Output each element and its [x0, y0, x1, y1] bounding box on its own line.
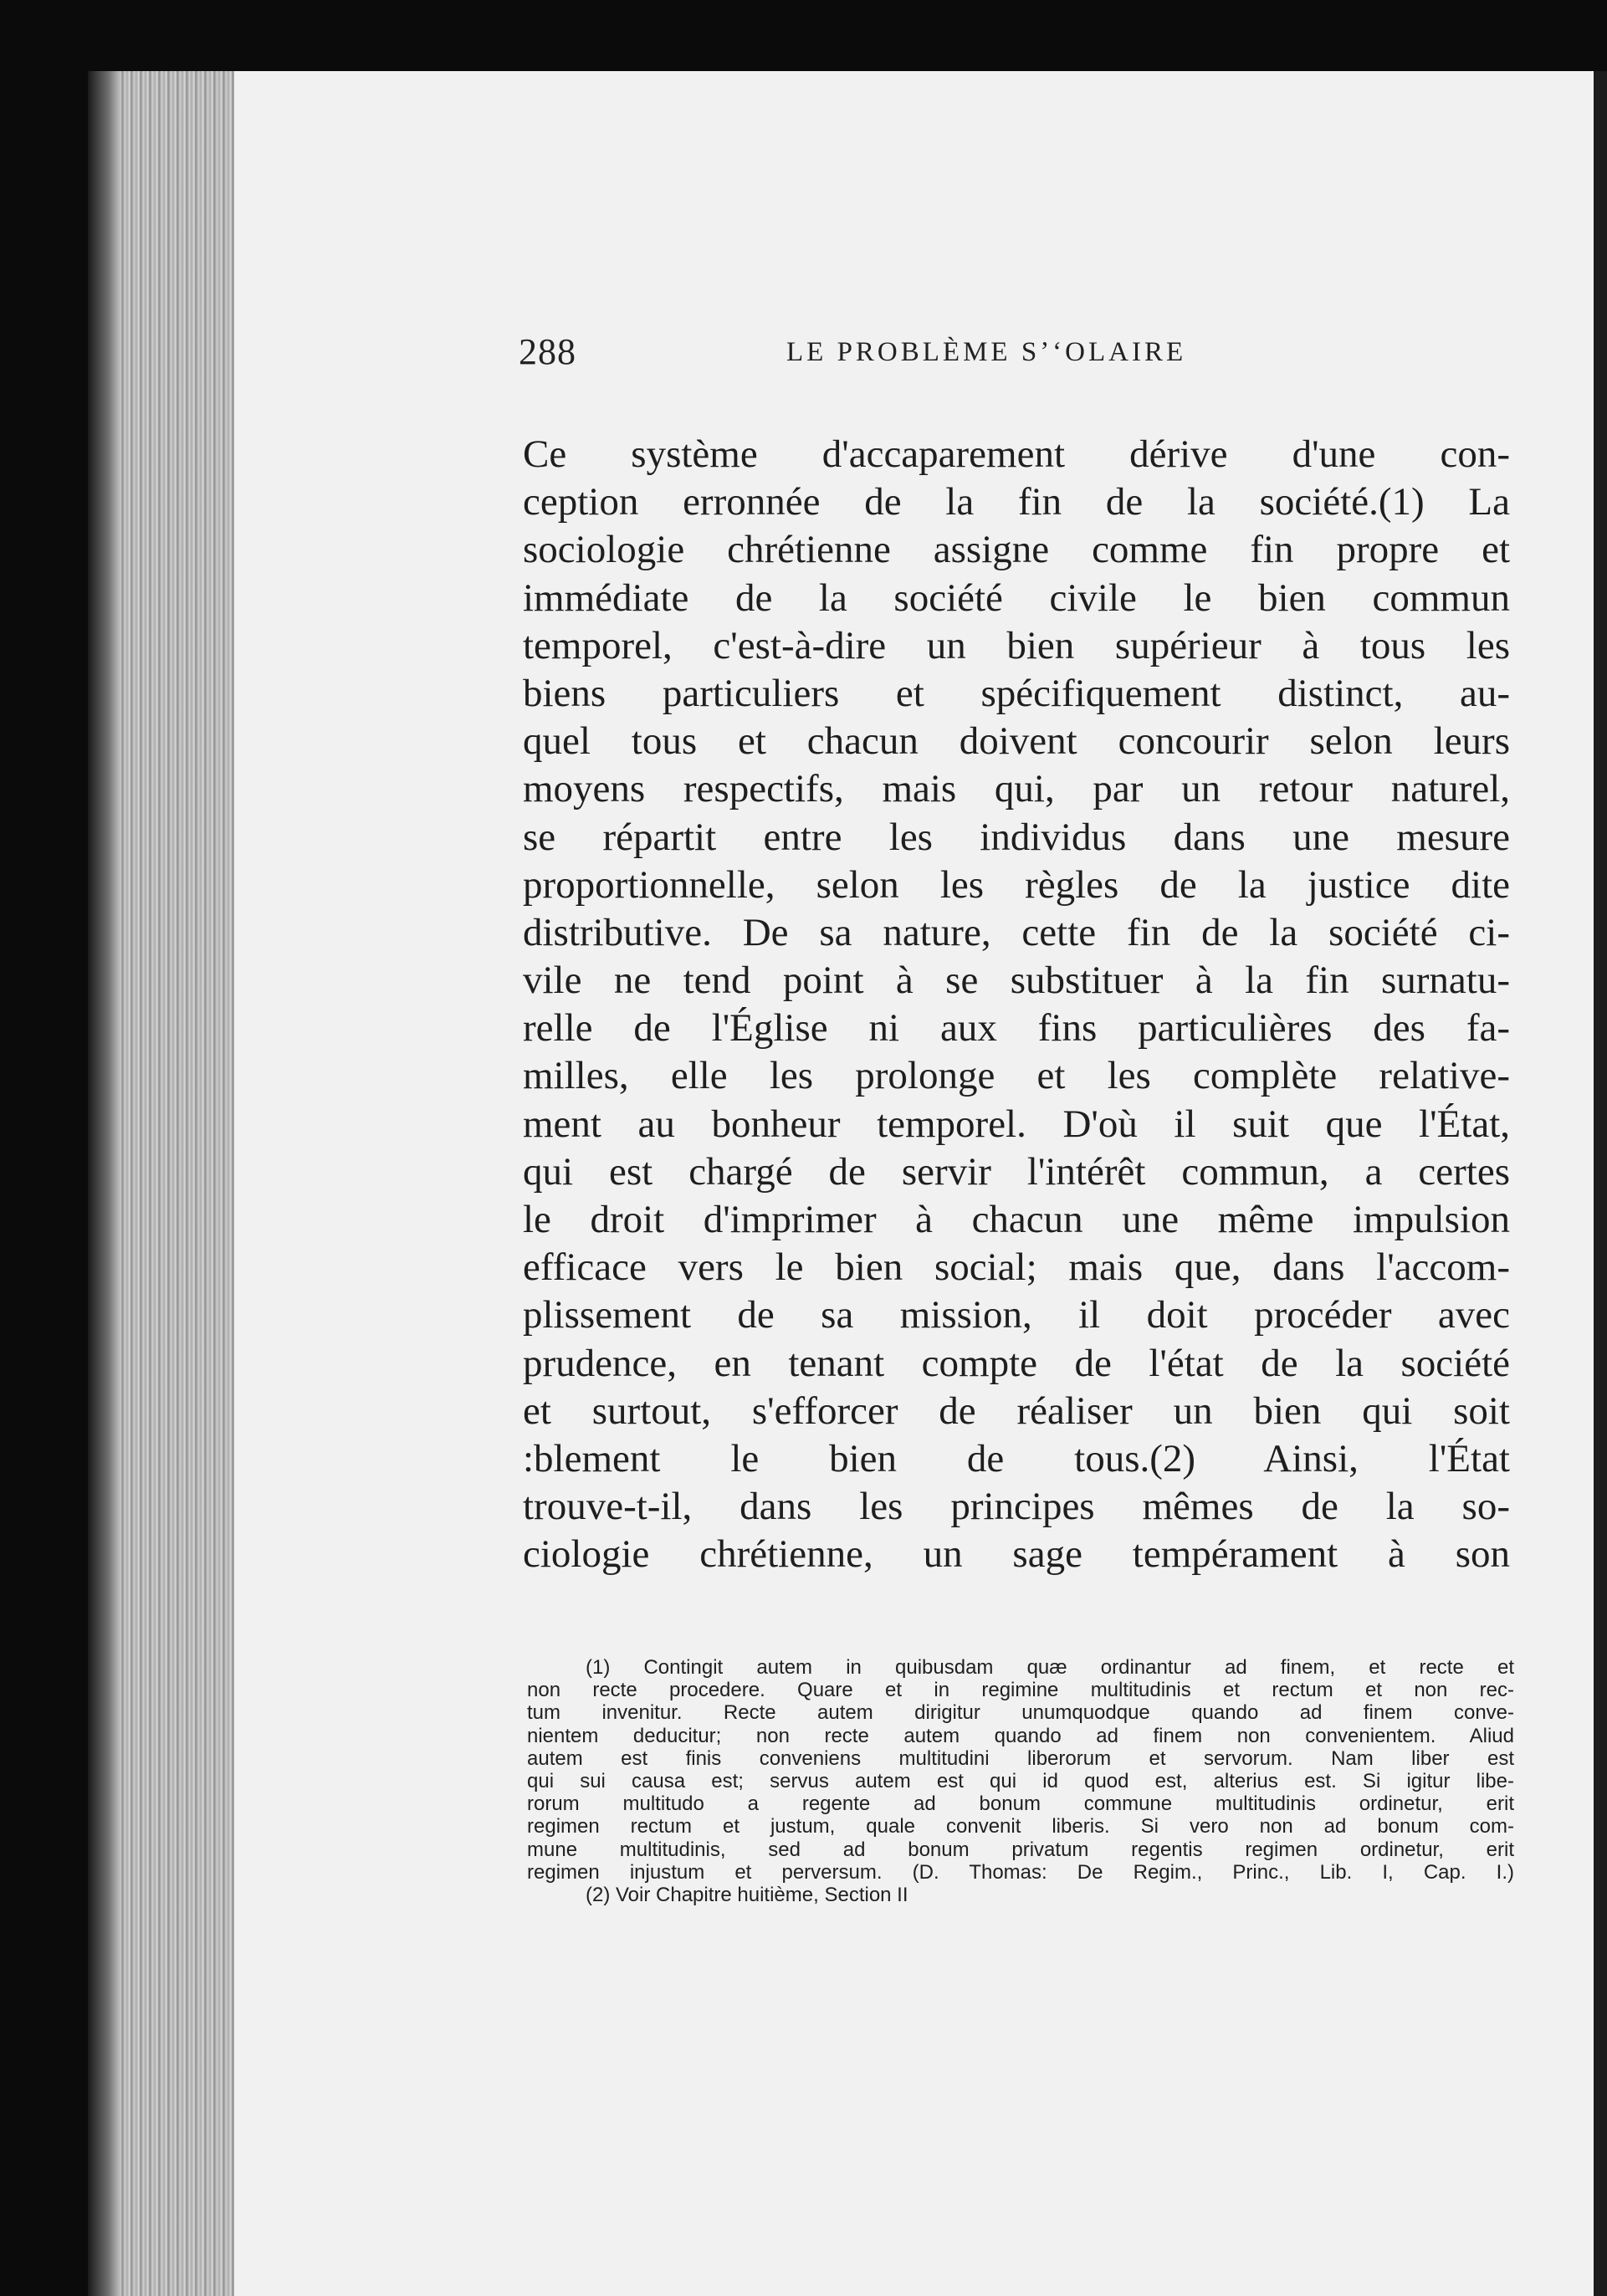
body-line: efficace vers le bien social; mais que, dans l'accom- [523, 1245, 1510, 1290]
page-number: 288 [519, 331, 576, 372]
footnotes [527, 1656, 1514, 1906]
footnote-1-line: tum invenitur. Recte autem dirigitur unumquodque quando ad finem conve- [527, 1701, 1514, 1725]
footnote-1-line: autem est finis conveniens multitudini liberorum et servorum. Nam liber est [527, 1746, 1514, 1770]
body-line: temporel, c'est-à-dire un bien supérieur à tous les [523, 623, 1510, 667]
footnote-1-line: qui sui causa est; servus autem est qui id quod est, alterius est. Si igitur libe- [527, 1769, 1514, 1792]
body-line: quel tous et chacun doivent concourir selon leurs [523, 719, 1510, 764]
body-line: Ce système d'accaparement dérive d'une con- [523, 432, 1510, 476]
body-line: ception erronnée de la fin de la société.(1) La [523, 480, 1510, 524]
footnote-2: (2) Voir Chapitre huitième, Section II [586, 1883, 908, 1906]
body-line: sociologie chrétienne assigne comme fin propre et [523, 528, 1510, 572]
body-line: distributive. De sa nature, cette fin de la société ci- [523, 910, 1510, 954]
body-text [523, 431, 1510, 1579]
book-binding-shadow [88, 71, 121, 2296]
footnote-1-line: regimen rectum et justum, quale convenit liberis. Si vero non ad bonum com- [527, 1815, 1514, 1838]
body-line: le droit d'imprimer à chacun une même impulsion [523, 1198, 1510, 1241]
footnote-1-line: regimen injustum et perversum. (D. Thomas: De Regim., Princ., Lib. I, Cap. I.) [527, 1860, 1514, 1884]
body-line: ment au bonheur temporel. D'où il suit que l'État, [523, 1102, 1510, 1146]
footnote-1-line: rorum multitudo a regente ad bonum commune multitudinis ordinetur, erit [527, 1792, 1514, 1816]
body-line: relle de l'Église ni aux fins particulières des fa- [523, 1006, 1510, 1051]
body-line: vile ne tend point à se substituer à la fin surnatu- [523, 959, 1510, 1003]
page-right-edge [1594, 71, 1607, 2296]
body-line: et surtout, s'efforcer de réaliser un bien qui soit [523, 1388, 1510, 1433]
body-line: proportionnelle, selon les règles de la justice dite [523, 862, 1510, 907]
body-line: biens particuliers et spécifiquement distinct, au- [523, 671, 1510, 715]
body-line: :blement le bien de tous.(2) Ainsi, l'État [523, 1436, 1510, 1480]
footnote-1-line: nientem deducitur; non recte autem quando ad finem non convenientem. Aliud [527, 1724, 1514, 1747]
body-line: plissement de sa mission, il doit procéder avec [523, 1293, 1510, 1337]
body-line: qui est chargé de servir l'intérêt commun, a certes [523, 1149, 1510, 1194]
body-line: moyens respectifs, mais qui, par un retour naturel, [523, 767, 1510, 811]
footnote-1-line: mune multitudinis, sed ad bonum privatum regentis regimen ordinetur, erit [527, 1838, 1514, 1861]
body-line: se répartit entre les individus dans une mesure [523, 815, 1510, 859]
footnote-1-line: non recte procedere. Quare et in regimine multitudinis et rectum et non rec- [527, 1679, 1514, 1702]
page-header [519, 330, 1364, 389]
running-head: LE PROBLÈME SʼʻOLAIRE [786, 337, 1187, 367]
body-line: immédiate de la société civile le bien commun [523, 575, 1510, 620]
footnote-1-line: (1) Contingit autem in quibusdam quæ ordinantur ad finem, et recte et [586, 1656, 1514, 1679]
body-line: trouve-t-il, dans les principes mêmes de la so- [523, 1485, 1510, 1529]
body-line: prudence, en tenant compte de l'état de la société [523, 1341, 1510, 1385]
body-line: ciologie chrétienne, un sage tempérament à son [523, 1532, 1510, 1577]
body-line: milles, elle les prolonge et les complète relative- [523, 1054, 1510, 1098]
